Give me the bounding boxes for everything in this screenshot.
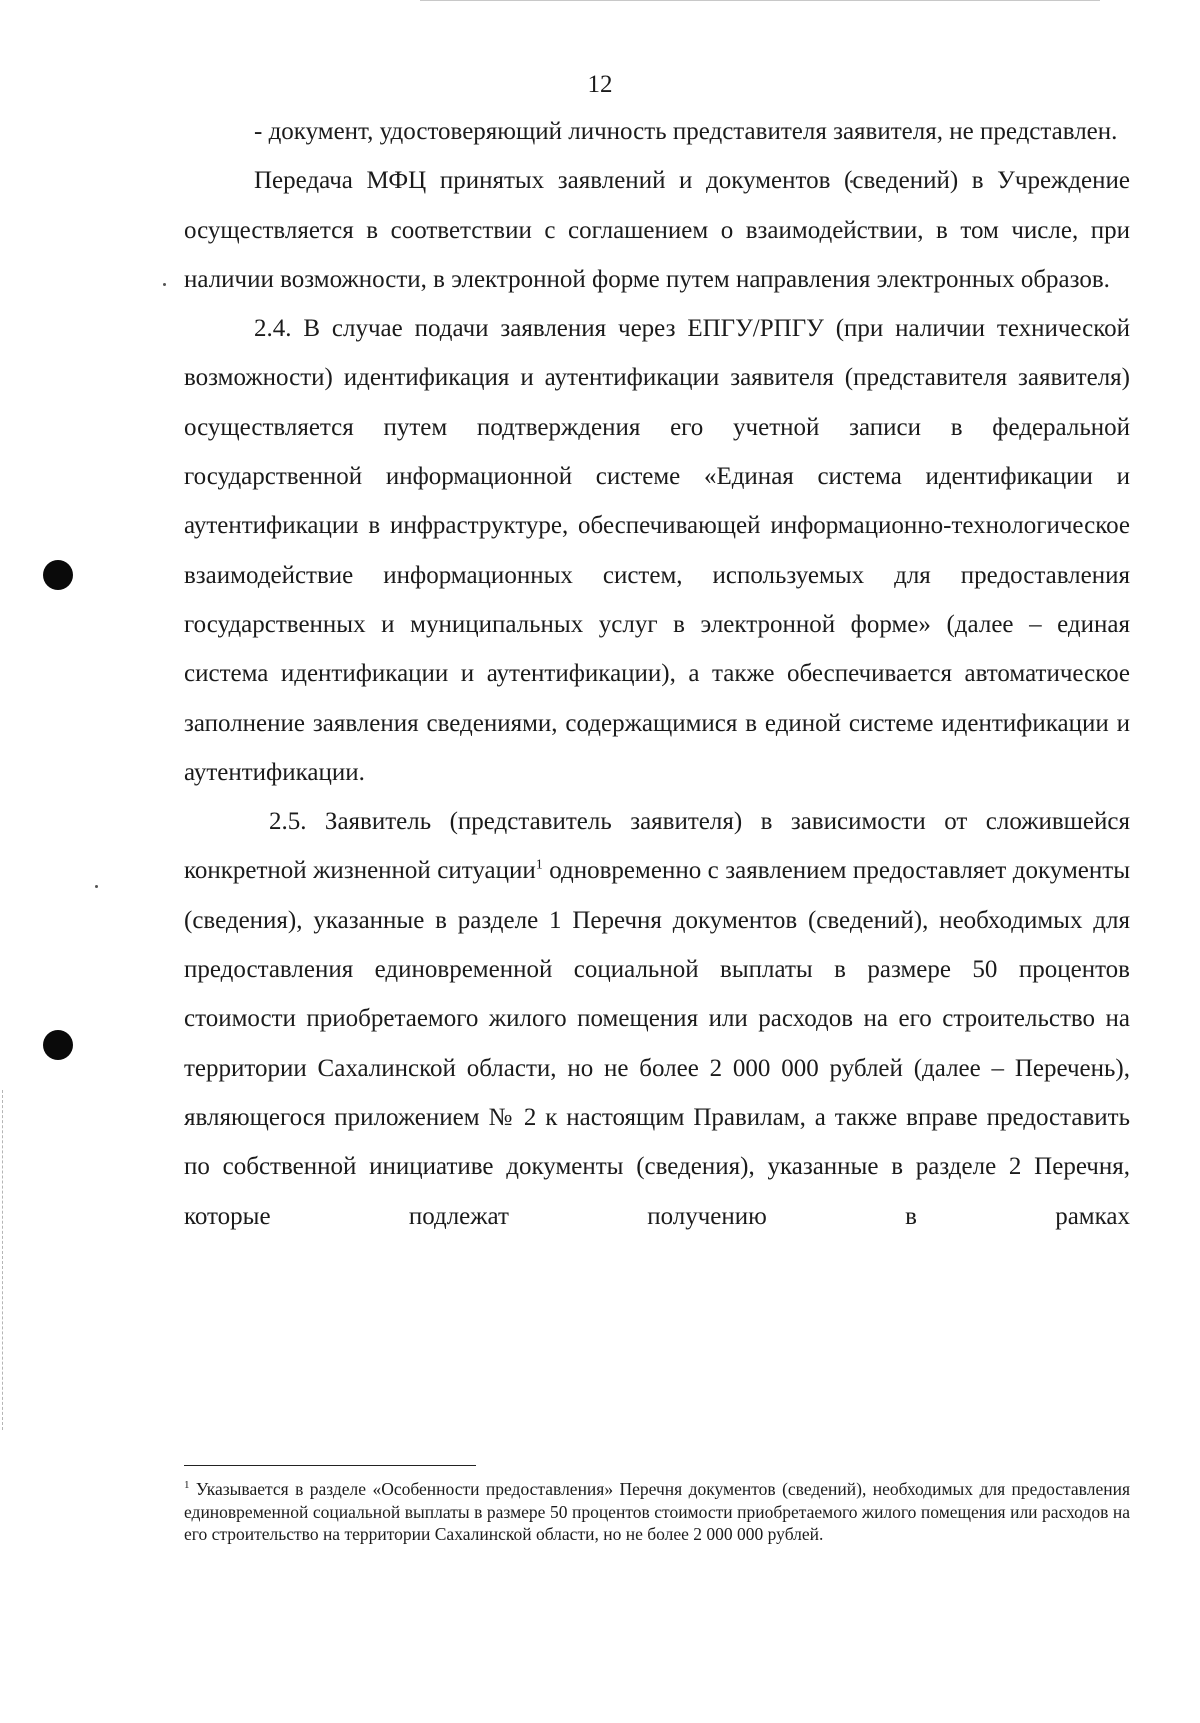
footnote-separator: [184, 1465, 476, 1466]
scan-speck: [95, 885, 98, 888]
scan-speck: [163, 283, 166, 286]
paragraph-representative-id: - документ, удостоверяющий личность представителя заявителя, не представлен.: [254, 118, 1118, 145]
paragraph-2-4: 2.4. В случае подачи заявления через ЕПГУ/РПГУ (при наличии технической возможности) идентификация и аутентификации заявителя (представителя заявителя) осуществляется путем подтверждения его учетной записи в федеральной государственной информационной системе «Единая система идентификации и аутентификации в инфраструктуре, обеспечивающей информационно-технологическое взаимодействие информационных систем, используемых для предоставления государственных и муниципальных услуг в электронной форме» (далее – единая система идентификации и аутентификации), а также обеспечивается автоматическое заполнение заявления сведениями, содержащимися в единой системе идентификации и аутентификации.: [184, 315, 1130, 786]
paragraph-2-5-continued: одновременно с заявлением предоставляет документы (сведения), указанные в разделе 1 Перечня документов (сведений), необходимых для предоставления единовременной социальной выплаты в размере 50 процентов стоимости приобретаемого жилого помещения или расходов на его строительство на территории Сахалинской области, но не более 2 000 000 рублей (далее – Перечень), являющегося приложением № 2 к настоящим Правилам, а также вправе предоставить по собственной инициативе документы (сведения), указанные в разделе 2 Перечня, которые подлежат получению в рамках: [184, 857, 1130, 1230]
paragraph-2-5: [184, 797, 1130, 1241]
punch-hole-bottom: [43, 1030, 73, 1060]
paragraph-2-5-start: 2.5. Заявитель (представитель заявителя) в зависимости от сложившейся конкретной жизненной ситуации: [184, 808, 1130, 885]
scan-margin-marks: [2, 1090, 3, 1430]
body-text: [184, 107, 1130, 1241]
scan-edge-line: [420, 0, 1100, 1]
footnote: [184, 1478, 1130, 1546]
paragraph-mfc-transfer: Передача МФЦ принятых заявлений и документов (сведений) в Учреждение осуществляется в соответствии с соглашением о взаимодействии, в том числе, при наличии возможности, в электронной форме путем направления электронных образов.: [184, 167, 1130, 293]
footnote-reference[interactable]: 1: [535, 858, 543, 874]
page-number: 12: [587, 71, 613, 98]
footnote-marker: 1: [184, 1479, 190, 1492]
footnote-text: Указывается в разделе «Особенности предоставления» Перечня документов (сведений), необходимых для предоставления единовременной социальной выплаты в размере 50 процентов стоимости приобретаемого жилого помещения или расходов на его строительство на территории Сахалинской области, но не более 2 000 000 рублей.: [184, 1479, 1130, 1544]
punch-hole-top: [43, 560, 73, 590]
